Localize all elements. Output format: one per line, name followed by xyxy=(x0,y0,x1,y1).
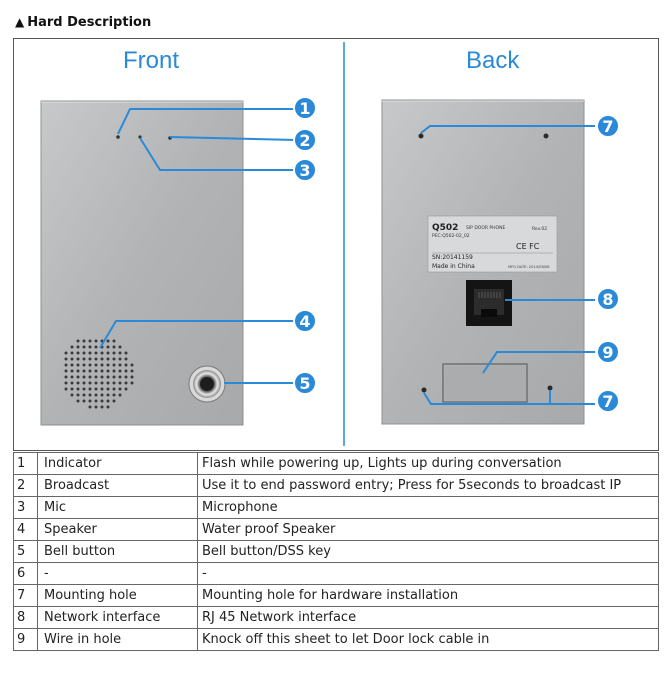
feature-description: Microphone xyxy=(198,497,659,519)
speaker-perforation xyxy=(77,370,80,373)
callout-badge-front-2 xyxy=(294,129,316,151)
speaker-perforation xyxy=(89,388,92,391)
speaker-perforation xyxy=(101,400,104,403)
speaker-perforation xyxy=(119,346,122,349)
callout-badge-front-1 xyxy=(294,97,316,119)
label-rev: Rev.02 xyxy=(532,227,548,232)
label-made-in: Made in China xyxy=(432,263,475,270)
speaker-perforation xyxy=(95,382,98,385)
speaker-perforation xyxy=(95,364,98,367)
rating-label xyxy=(428,216,557,272)
row-number: 3 xyxy=(14,497,38,519)
speaker-perforation xyxy=(107,346,110,349)
row-number: 6 xyxy=(14,563,38,585)
speaker-perforation xyxy=(65,370,68,373)
speaker-perforation xyxy=(77,364,80,367)
speaker-perforation xyxy=(83,370,86,373)
speaker-perforation xyxy=(71,376,74,379)
callout-badge-front-4 xyxy=(294,310,316,332)
feature-name: Mic xyxy=(38,497,198,519)
speaker-perforation xyxy=(107,376,110,379)
speaker-perforation xyxy=(65,382,68,385)
speaker-perforation xyxy=(119,376,122,379)
speaker-perforation xyxy=(101,358,104,361)
speaker-perforation xyxy=(113,376,116,379)
speaker-perforation xyxy=(89,364,92,367)
speaker-perforation xyxy=(101,394,104,397)
mounting-hole-bottom-left xyxy=(422,388,427,393)
speaker-perforation xyxy=(101,370,104,373)
speaker-perforation xyxy=(101,376,104,379)
speaker-perforation xyxy=(119,388,122,391)
speaker-perforation xyxy=(107,364,110,367)
speaker-perforation xyxy=(113,388,116,391)
speaker-perforation xyxy=(107,388,110,391)
speaker-perforation xyxy=(107,358,110,361)
speaker-perforation xyxy=(77,382,80,385)
label-mfg-date: MFG DATE: 2014/08/08 xyxy=(508,265,550,269)
speaker-perforation xyxy=(113,394,116,397)
feature-name: Bell button xyxy=(38,541,198,563)
speaker-perforation xyxy=(77,358,80,361)
speaker-perforation xyxy=(83,364,86,367)
feature-description: Flash while powering up, Lights up during conversation xyxy=(198,453,659,475)
speaker-perforation xyxy=(77,394,80,397)
feature-table xyxy=(13,452,659,651)
speaker-perforation xyxy=(131,370,134,373)
feature-description: Bell button/DSS key xyxy=(198,541,659,563)
mounting-hole-top-right xyxy=(544,134,549,139)
feature-name: Indicator xyxy=(38,453,198,475)
speaker-perforation xyxy=(71,394,74,397)
callout-number: 7 xyxy=(602,392,614,411)
speaker-perforation xyxy=(65,376,68,379)
speaker-perforation xyxy=(71,346,74,349)
speaker-perforation xyxy=(89,370,92,373)
table-row xyxy=(14,629,659,651)
feature-description: RJ 45 Network interface xyxy=(198,607,659,629)
speaker-perforation xyxy=(113,370,116,373)
speaker-perforation xyxy=(83,346,86,349)
feature-name: Mounting hole xyxy=(38,585,198,607)
speaker-perforation xyxy=(77,346,80,349)
speaker-perforation xyxy=(83,376,86,379)
speaker-perforation xyxy=(95,406,98,409)
speaker-perforation xyxy=(71,352,74,355)
speaker-perforation xyxy=(95,340,98,343)
speaker-perforation xyxy=(71,370,74,373)
speaker-perforation xyxy=(83,382,86,385)
speaker-perforation xyxy=(95,370,98,373)
table-row xyxy=(14,607,659,629)
speaker-perforation xyxy=(95,358,98,361)
speaker-perforation xyxy=(83,352,86,355)
speaker-perforation xyxy=(101,352,104,355)
feature-name: Network interface xyxy=(38,607,198,629)
speaker-perforation xyxy=(77,352,80,355)
speaker-perforation xyxy=(119,394,122,397)
speaker-perforation xyxy=(77,376,80,379)
speaker-perforation xyxy=(125,388,128,391)
callout-number: 7 xyxy=(602,117,614,136)
speaker-perforation xyxy=(65,358,68,361)
speaker-perforation xyxy=(83,340,86,343)
row-number: 1 xyxy=(14,453,38,475)
callout-badge-front-5 xyxy=(294,372,316,394)
table-row xyxy=(14,585,659,607)
speaker-perforation xyxy=(77,400,80,403)
row-number: 2 xyxy=(14,475,38,497)
speaker-perforation xyxy=(89,406,92,409)
speaker-perforation xyxy=(113,382,116,385)
mounting-hole-bottom-right xyxy=(548,386,553,391)
speaker-perforation xyxy=(65,364,68,367)
speaker-perforation xyxy=(125,364,128,367)
table-row xyxy=(14,541,659,563)
speaker-perforation xyxy=(77,388,80,391)
speaker-perforation xyxy=(107,382,110,385)
callout-number: 1 xyxy=(299,99,311,118)
mounting-hole-top-left xyxy=(419,134,424,139)
table-row xyxy=(14,519,659,541)
speaker-perforation xyxy=(89,376,92,379)
label-product: SIP DOOR PHONE xyxy=(466,226,506,231)
table-row xyxy=(14,453,659,475)
speaker-perforation xyxy=(119,358,122,361)
feature-description: - xyxy=(198,563,659,585)
rj45-port xyxy=(466,280,512,326)
speaker-perforation xyxy=(101,364,104,367)
callout-number: 9 xyxy=(602,343,614,362)
speaker-perforation xyxy=(125,358,128,361)
speaker-perforation xyxy=(71,358,74,361)
front-view-title: Front xyxy=(123,47,180,74)
speaker-perforation xyxy=(89,400,92,403)
speaker-perforation xyxy=(89,340,92,343)
row-number: 4 xyxy=(14,519,38,541)
speaker-perforation xyxy=(95,400,98,403)
speaker-perforation xyxy=(131,364,134,367)
speaker-perforation xyxy=(107,370,110,373)
speaker-perforation xyxy=(83,388,86,391)
callout-badge-back-7 xyxy=(597,390,619,412)
speaker-perforation xyxy=(125,376,128,379)
triangle-icon: ▲ xyxy=(15,15,25,29)
speaker-perforation xyxy=(101,406,104,409)
bell-button xyxy=(189,366,225,402)
speaker-perforation xyxy=(95,394,98,397)
speaker-perforation xyxy=(107,406,110,409)
callout-number: 3 xyxy=(299,161,311,180)
speaker-perforation xyxy=(119,370,122,373)
feature-name: Speaker xyxy=(38,519,198,541)
speaker-perforation xyxy=(77,340,80,343)
speaker-perforation xyxy=(71,364,74,367)
speaker-perforation xyxy=(119,382,122,385)
indicator-hole xyxy=(116,135,120,139)
row-number: 7 xyxy=(14,585,38,607)
back-view-title: Back xyxy=(466,47,520,74)
callout-badge-front-3 xyxy=(294,159,316,181)
speaker-perforation xyxy=(89,358,92,361)
speaker-perforation xyxy=(125,370,128,373)
table-row xyxy=(14,563,659,585)
table-row xyxy=(14,497,659,519)
speaker-perforation xyxy=(125,352,128,355)
speaker-perforation xyxy=(95,376,98,379)
section-heading-title: Hard Description xyxy=(27,15,152,30)
speaker-perforation xyxy=(113,400,116,403)
speaker-perforation xyxy=(119,352,122,355)
feature-name: Broadcast xyxy=(38,475,198,497)
speaker-perforation xyxy=(119,364,122,367)
speaker-perforation xyxy=(125,382,128,385)
callout-number: 5 xyxy=(299,374,311,393)
speaker-perforation xyxy=(65,352,68,355)
callout-number: 2 xyxy=(299,131,311,150)
callout-number: 4 xyxy=(299,312,311,331)
label-marks: CE FC xyxy=(516,242,540,251)
speaker-perforation xyxy=(113,346,116,349)
row-number: 9 xyxy=(14,629,38,651)
speaker-perforation xyxy=(113,352,116,355)
speaker-perforation xyxy=(95,352,98,355)
speaker-perforation xyxy=(83,394,86,397)
speaker-perforation xyxy=(89,394,92,397)
speaker-perforation xyxy=(89,352,92,355)
label-model: Q502 xyxy=(432,223,459,233)
feature-name: - xyxy=(38,563,198,585)
speaker-perforation xyxy=(95,346,98,349)
table-row xyxy=(14,475,659,497)
speaker-perforation xyxy=(83,358,86,361)
speaker-perforation xyxy=(65,388,68,391)
speaker-perforation xyxy=(113,358,116,361)
speaker-perforation xyxy=(71,382,74,385)
speaker-perforation xyxy=(107,352,110,355)
speaker-perforation xyxy=(107,400,110,403)
speaker-perforation xyxy=(107,340,110,343)
feature-name: Wire in hole xyxy=(38,629,198,651)
speaker-perforation xyxy=(101,382,104,385)
label-sn: SN:20141159 xyxy=(432,254,473,261)
row-number: 8 xyxy=(14,607,38,629)
speaker-perforation xyxy=(83,400,86,403)
feature-description: Knock off this sheet to let Door lock cable in xyxy=(198,629,659,651)
speaker-perforation xyxy=(131,382,134,385)
callout-badge-back-9 xyxy=(597,341,619,363)
speaker-perforation xyxy=(131,376,134,379)
speaker-perforation xyxy=(113,364,116,367)
speaker-perforation xyxy=(107,394,110,397)
speaker-perforation xyxy=(71,388,74,391)
callout-number: 8 xyxy=(602,290,614,309)
callout-badge-back-8 xyxy=(597,288,619,310)
speaker-perforation xyxy=(89,382,92,385)
label-pec: PEC:Q502-02_02 xyxy=(432,234,470,239)
callout-badge-back-7 xyxy=(597,115,619,137)
feature-description: Use it to end password entry; Press for 5seconds to broadcast IP xyxy=(198,475,659,497)
feature-description: Mounting hole for hardware installation xyxy=(198,585,659,607)
speaker-perforation xyxy=(113,340,116,343)
speaker-perforation xyxy=(101,388,104,391)
feature-description: Water proof Speaker xyxy=(198,519,659,541)
speaker-perforation xyxy=(89,346,92,349)
row-number: 5 xyxy=(14,541,38,563)
speaker-perforation xyxy=(95,388,98,391)
